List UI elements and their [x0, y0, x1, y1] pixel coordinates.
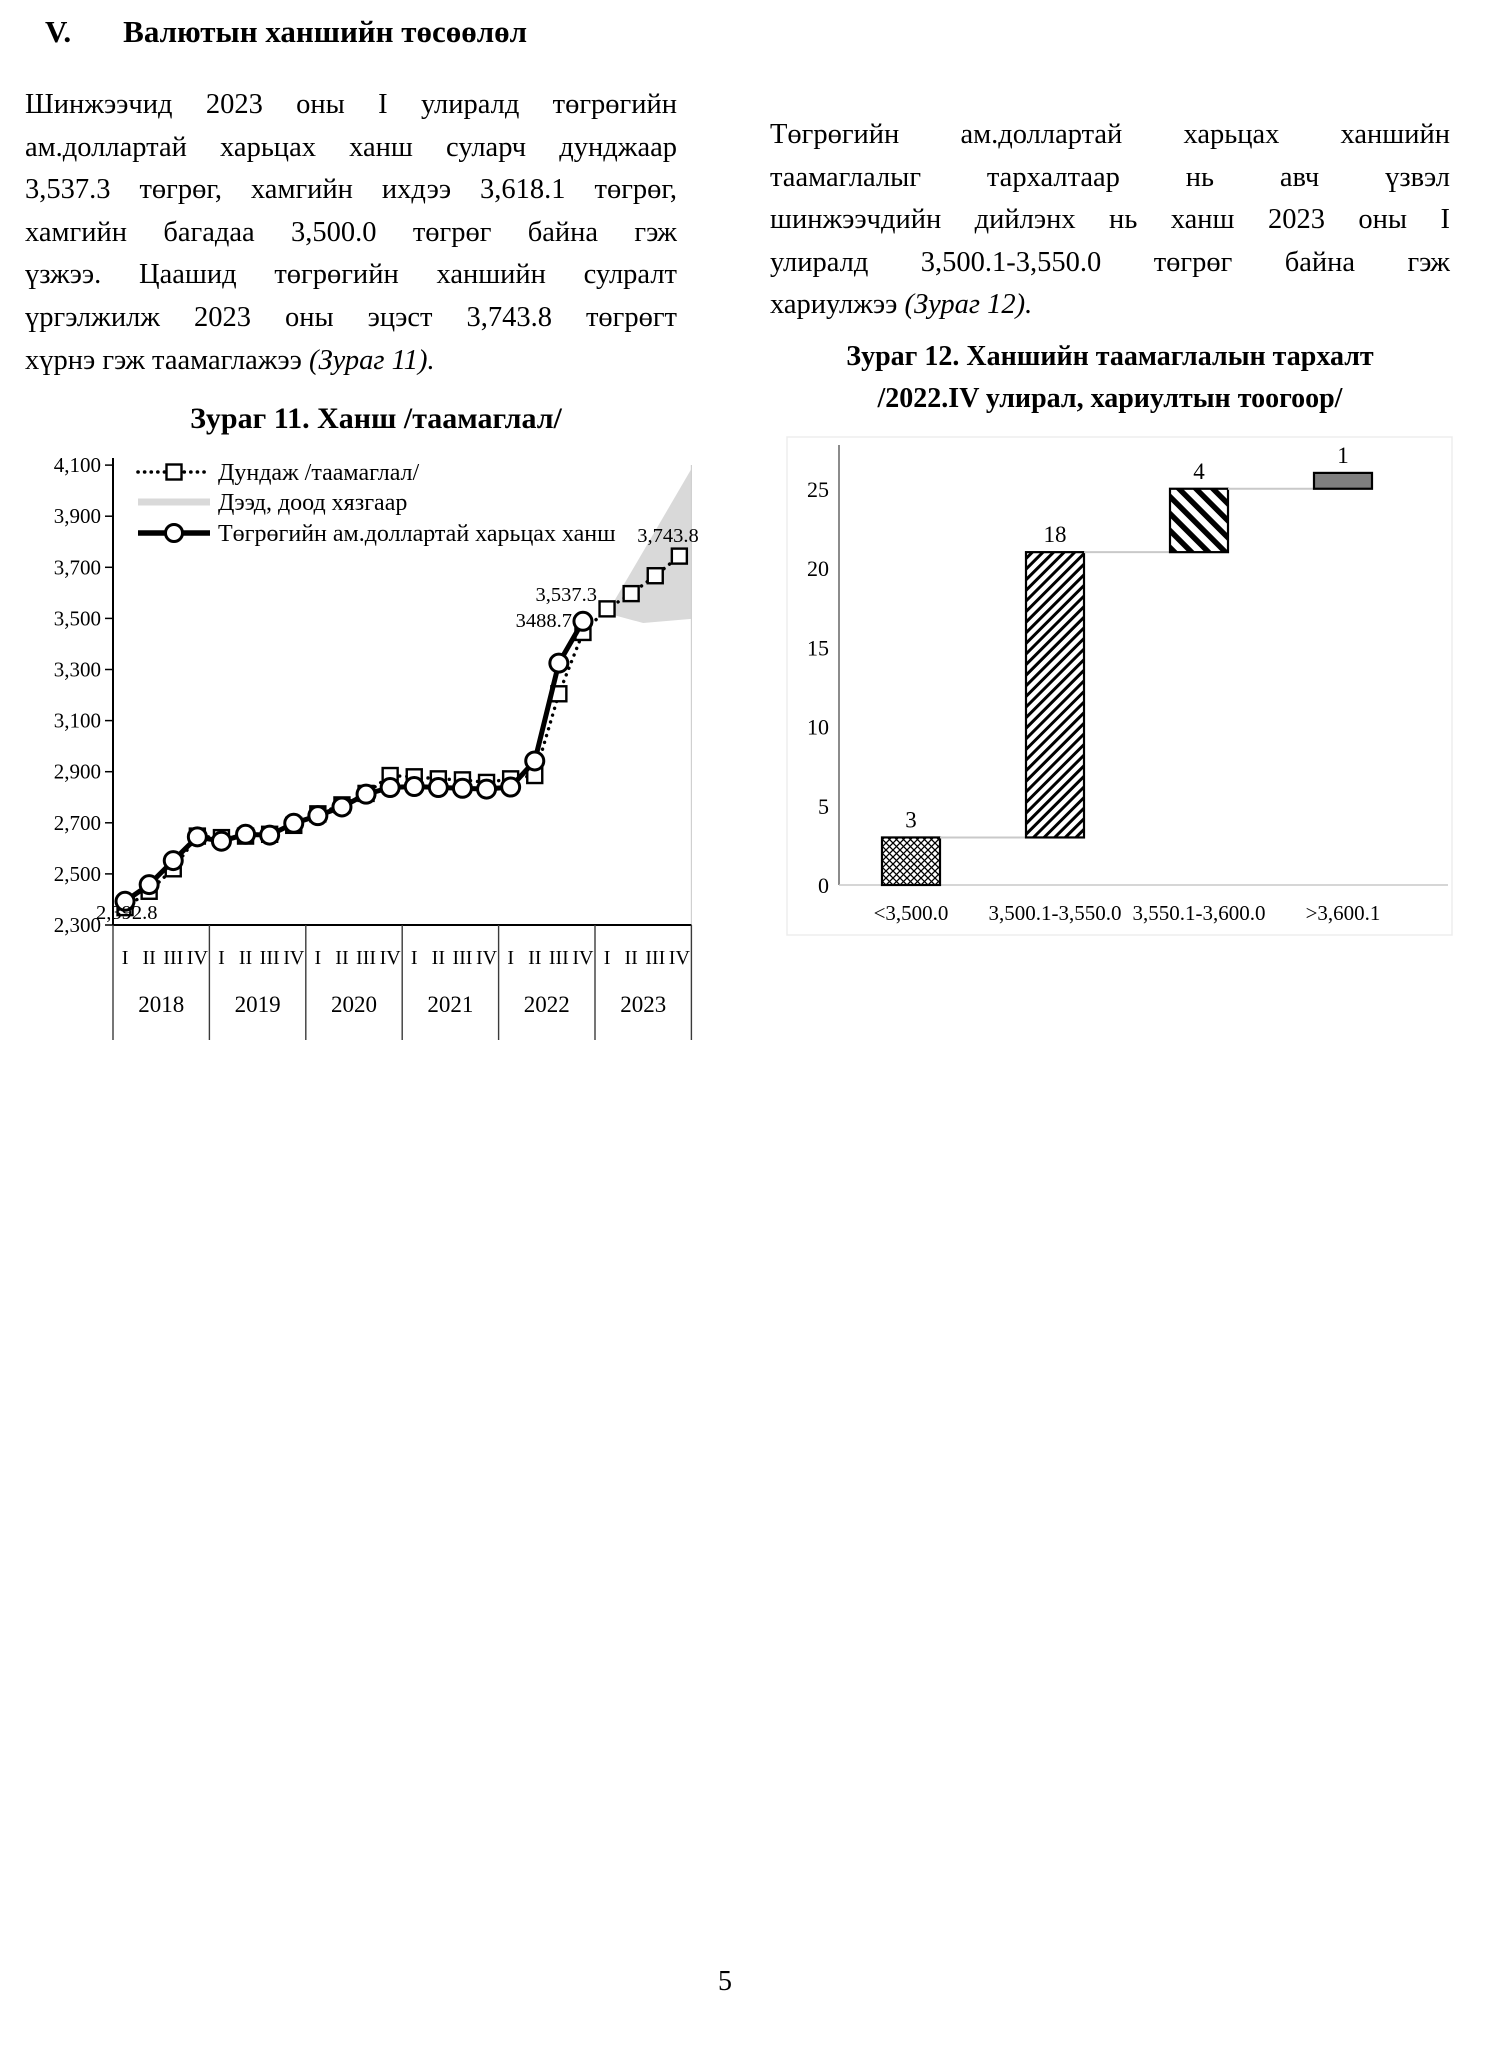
svg-text:II: II	[528, 947, 542, 969]
svg-text:II: II	[335, 947, 349, 969]
paragraph-line: үзжээ. Цаашид төгрөгийн ханшийн сулралт	[25, 259, 677, 291]
svg-text:IV: IV	[475, 947, 498, 969]
svg-text:I: I	[314, 947, 322, 969]
svg-text:Дундаж /таамаглал/: Дундаж /таамаглал/	[218, 460, 420, 486]
svg-text:18: 18	[1043, 522, 1067, 548]
svg-text:>3,600.1: >3,600.1	[1305, 901, 1381, 925]
svg-text:3,550.1-3,600.0: 3,550.1-3,600.0	[1132, 901, 1266, 925]
svg-text:2,700: 2,700	[53, 810, 101, 835]
svg-text:3,537.3: 3,537.3	[535, 584, 597, 606]
svg-text:IV: IV	[283, 947, 305, 969]
svg-text:20: 20	[807, 556, 829, 581]
paragraph-line: шинжээчдийн дийлэнх нь ханш 2023 оны I	[770, 204, 1450, 236]
svg-text:II: II	[142, 947, 156, 969]
x-axis-table	[113, 925, 691, 1040]
svg-text:IV: IV	[379, 947, 401, 969]
paragraph-line: ам.доллартай харьцах ханш суларч дунджаар	[25, 131, 677, 163]
actual-series	[116, 612, 592, 910]
svg-text:I: I	[507, 947, 514, 969]
paragraph-line: Шинжээчид 2023 оны I улиралд төгрөгийн	[25, 89, 677, 120]
bar-1	[882, 837, 940, 885]
svg-text:III: III	[163, 947, 184, 969]
bar-3	[1170, 489, 1228, 552]
svg-text:2021: 2021	[427, 992, 474, 1017]
fig12-title-line1: Зураг 12. Ханшийн таамаглалын тархалт	[846, 341, 1374, 372]
svg-text:I: I	[410, 947, 418, 969]
paragraph-line: 3,537.3 төгрөг, хамгийн ихдээ 3,618.1 төгрөг,	[25, 174, 677, 206]
paragraph-line: таамаглалыг тархалтаар нь авч үзвэл	[770, 161, 1450, 193]
svg-text:IV: IV	[572, 947, 594, 969]
svg-text:II: II	[431, 947, 446, 969]
svg-text:3488.7: 3488.7	[515, 610, 572, 632]
paragraph-line: улиралд 3,500.1-3,550.0 төгрөг байна гэж	[770, 246, 1450, 278]
svg-text:5: 5	[818, 793, 829, 819]
svg-text:10: 10	[807, 714, 829, 740]
svg-text:III: III	[645, 947, 666, 969]
svg-text:2022: 2022	[523, 992, 570, 1017]
svg-text:2020: 2020	[331, 992, 377, 1017]
svg-text:15: 15	[807, 635, 829, 661]
bar-4	[1314, 473, 1372, 489]
axes	[807, 442, 1448, 898]
fig12-title-line2: /2022.IV улирал, хариултын тоогоор/	[877, 383, 1343, 414]
svg-text:<3,500.0: <3,500.0	[873, 901, 949, 925]
section-title: Валютын ханшийн төсөөлөл	[123, 14, 528, 49]
svg-text:2019: 2019	[234, 992, 281, 1017]
svg-text:IV: IV	[186, 947, 208, 969]
svg-text:IV: IV	[668, 947, 690, 969]
svg-text:3,700: 3,700	[53, 555, 101, 580]
fig12-title	[770, 336, 1450, 420]
svg-text:I: I	[121, 947, 129, 969]
fig11-chart	[20, 450, 710, 1060]
svg-text:II: II	[238, 947, 253, 969]
svg-text:1: 1	[1337, 442, 1349, 468]
svg-text:2,300: 2,300	[53, 913, 101, 937]
svg-text:II: II	[624, 947, 638, 969]
svg-text:2023: 2023	[620, 992, 667, 1017]
paragraph-line: хариулжээ (Зураг 12).	[770, 289, 1033, 321]
page-number: 5	[718, 1966, 732, 1997]
svg-text:25: 25	[807, 476, 829, 502]
svg-text:3,743.8: 3,743.8	[637, 525, 699, 547]
left-paragraph	[25, 84, 677, 382]
fig11-title: Зураг 11. Ханш /таамаглал/	[190, 402, 562, 435]
svg-text:2018: 2018	[138, 992, 185, 1017]
svg-text:III: III	[356, 947, 377, 969]
bar-2	[1026, 552, 1084, 837]
svg-text:3,900: 3,900	[53, 504, 101, 529]
section-heading	[45, 14, 527, 50]
paragraph-line: Төгрөгийн ам.доллартай харьцах ханшийн	[770, 119, 1450, 150]
svg-text:3,500.1-3,550.0: 3,500.1-3,550.0	[988, 901, 1122, 925]
svg-text:2,500: 2,500	[53, 861, 101, 886]
paragraph-line: үргэлжилж 2023 оны эцэст 3,743.8 төгрөгт	[25, 301, 677, 333]
data-labels	[96, 525, 699, 924]
svg-text:I: I	[603, 947, 611, 969]
paragraph-line: хүрнэ гэж таамаглажээ (Зураг 11).	[25, 344, 435, 376]
legend	[138, 460, 616, 547]
svg-text:3,500: 3,500	[53, 606, 101, 631]
svg-text:Төгрөгийн ам.доллартай харьцах: Төгрөгийн ам.доллартай харьцах ханш	[218, 521, 616, 547]
svg-text:3: 3	[905, 807, 917, 833]
svg-text:4: 4	[1193, 458, 1205, 484]
svg-text:III: III	[259, 947, 280, 969]
svg-text:3,300: 3,300	[53, 657, 101, 682]
svg-text:2,392.8: 2,392.8	[96, 902, 158, 924]
section-numeral: V.	[45, 14, 72, 49]
svg-text:0: 0	[818, 873, 829, 898]
bars	[882, 443, 1372, 885]
svg-text:4,100: 4,100	[53, 453, 101, 478]
svg-text:2,900: 2,900	[53, 759, 101, 784]
paragraph-line: хамгийн багадаа 3,500.0 төгрөг байна гэж	[25, 216, 677, 248]
svg-text:I: I	[218, 947, 225, 969]
right-paragraph	[770, 114, 1450, 327]
svg-text:III: III	[452, 947, 473, 969]
svg-text:3,100: 3,100	[53, 708, 101, 733]
forecast-series	[118, 549, 687, 916]
x-axis-labels	[874, 901, 1381, 925]
fig12-chart	[760, 430, 1490, 990]
svg-text:Дээд, доод хязгаар: Дээд, доод хязгаар	[218, 490, 408, 516]
svg-text:III: III	[548, 947, 569, 969]
